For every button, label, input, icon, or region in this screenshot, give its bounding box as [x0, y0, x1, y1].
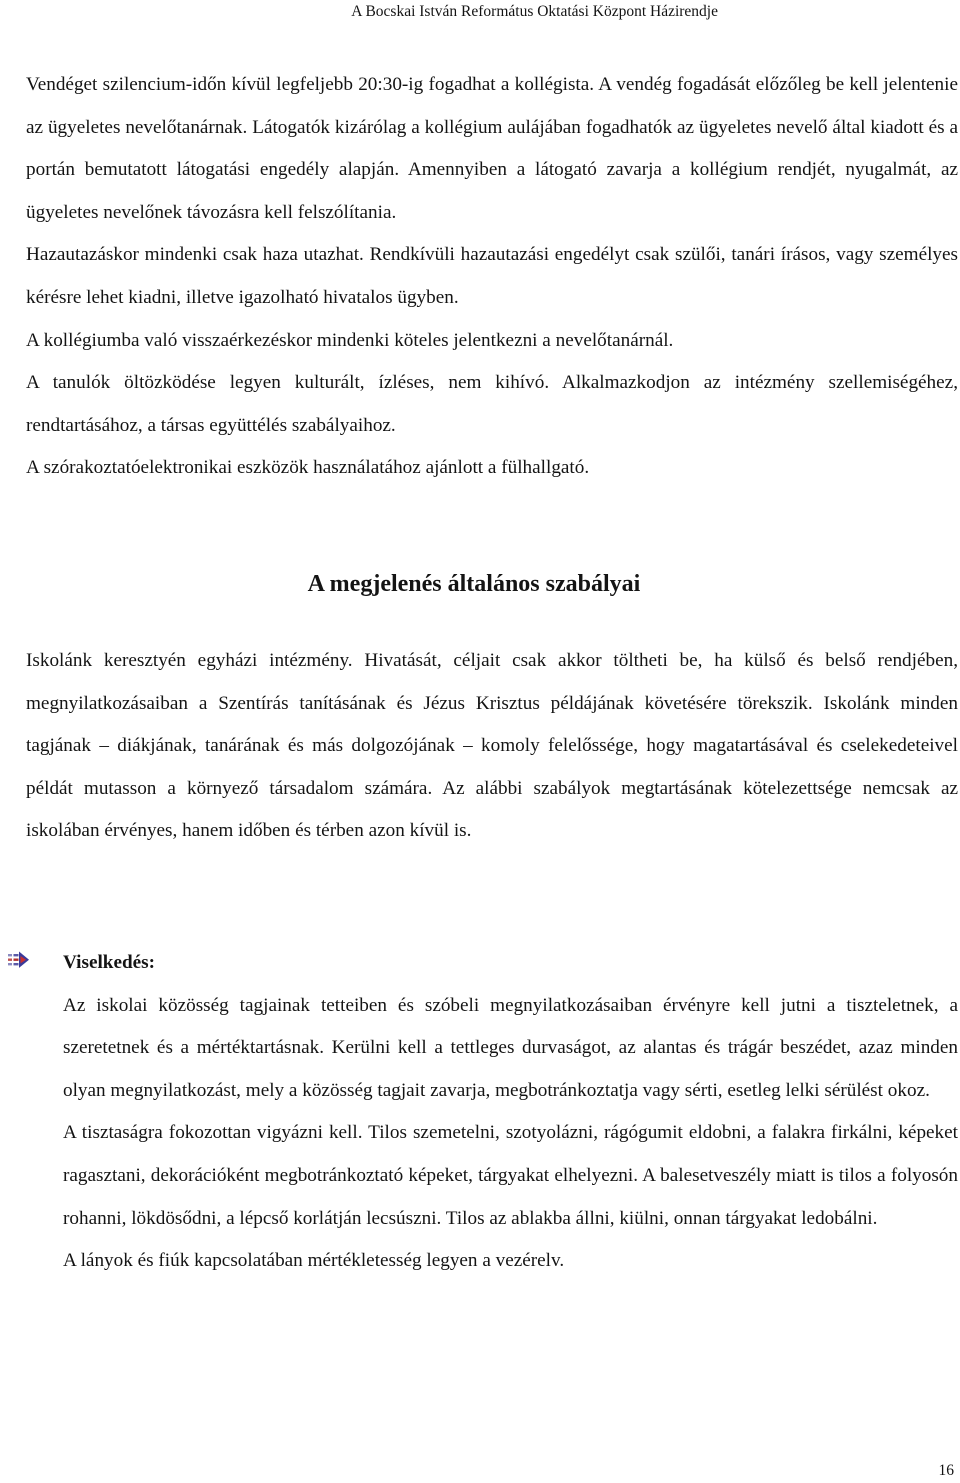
behavior-heading: Viselkedés: [63, 952, 156, 973]
page-number: 16 [938, 1462, 954, 1479]
headphones-paragraph: A szórakoztatóelektronikai eszközök használatához ajánlott a fülhallgató. [26, 457, 590, 479]
intro-section [26, 640, 958, 853]
intro-paragraph: Iskolánk keresztyén egyházi intézmény. Hivatását, céljait csak akkor töltheti be, ha külső és belső rendjében, megnyilatkozásaiban a Szentírás tanításának és Jézus Krisztus példájának követésére törekszik. Iskolánk minden tagjának – diákjának, tanárának és más dolgozójának – komoly felelőssége, hogy magatartásával és cselekedeteivel példát mutasson a környező társadalom számára. Az alábbi szabályok megtartásának kötelezettsége nemcsak az iskolában érvényes, hanem időben és térben azon kívül is. [26, 650, 958, 842]
return-paragraph: A kollégiumba való visszaérkezéskor mindenki köteles jelentkezni a nevelőtanárnál. [26, 329, 674, 351]
behavior-paragraph-respect: Az iskolai közösség tagjainak tetteiben és szóbeli megnyilatkozásaiban érvényre kell jutni a tiszteletnek, a szeretetnek és a mértéktartásnak. Kerülni kell a tettleges durvaságot, az alantas és trágár beszédet, azaz minden olyan megnyilatkozást, mely a közösség tagjait zavarja, megbotránkoztatja vagy sérti, esetleg lelki sérülést okoz. [63, 994, 958, 1101]
running-header: A Bocskai István Református Oktatási Központ Házirendje [351, 3, 718, 20]
section-heading: A megjelenés általános szabályai [307, 571, 641, 597]
behavior-section [63, 942, 958, 1283]
visitor-paragraph: Vendéget szilencium-időn kívül legfeljebb 20:30-ig fogadhat a kollégista. A vendég fogadását előzőleg be kell jelentenie az ügyeletes nevelőtanárnak. Látogatók kizárólag a kollégium aulájában fogadhatók az ügyeletes nevelő által kiadott és a portán bemutatott látogatási engedély alapján. Amennyiben a látogató zavarja a kollégium rendjét, nyugalmát, az ügyeletes nevelőnek távozásra kell felszólítania. [26, 74, 958, 223]
arrow-bullet-icon [8, 950, 30, 970]
behavior-paragraph-cleanliness: A tisztaságra fokozottan vigyázni kell. Tilos szemetelni, szotyolázni, rágógumit eldobni, a falakra firkálni, képeket ragasztani, dekorációként megbotránkoztató képeket, tárgyakat elhelyezni. A balesetveszély miatt is tilos a folyosón rohanni, lökdösődni, a lépcső korlátján lecsúszni. Tilos az ablakba állni, kiülni, onnan tárgyakat ledobálni. [63, 1122, 958, 1229]
visitor-rules-section [26, 64, 958, 490]
travel-paragraph: Hazautazáskor mindenki csak haza utazhat. Rendkívüli hazautazási engedélyt csak szülői, tanári írásos, vagy személyes kérésre lehet kiadni, illetve igazolható hivatalos ügyben. [26, 244, 958, 308]
clothing-paragraph: A tanulók öltözködése legyen kulturált, ízléses, nem kihívó. Alkalmazkodjon az intézmény szellemiségéhez, rendtartásához, a társas együttélés szabályaihoz. [26, 372, 958, 436]
behavior-paragraph-relationships: A lányok és fiúk kapcsolatában mértékletesség legyen a vezérelv. [63, 1250, 565, 1272]
